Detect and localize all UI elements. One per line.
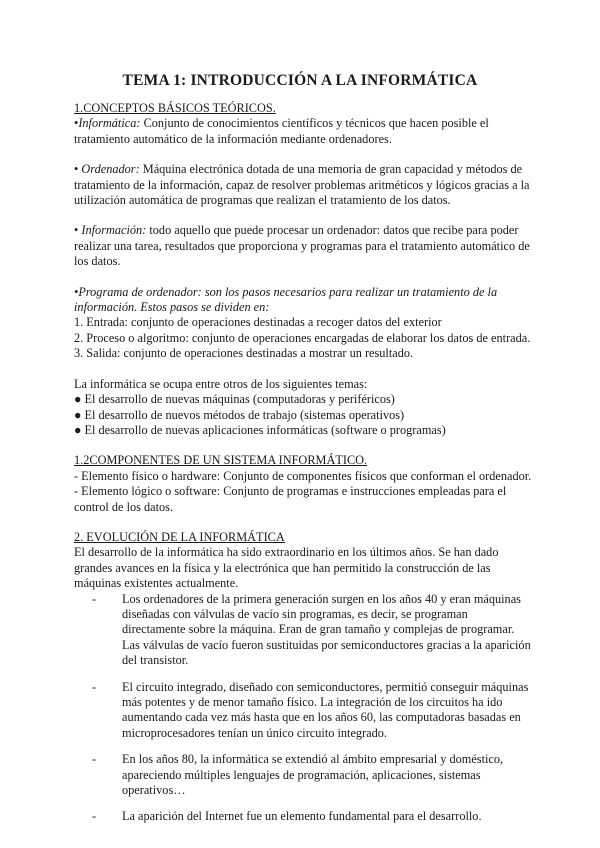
term-informacion: Información:	[81, 223, 147, 238]
dash-icon: -	[92, 752, 97, 767]
topic-item: ● El desarrollo de nuevos métodos de trabajo (sistemas operativos)	[74, 407, 405, 422]
definition-informatica: •Informática: Conjunto de conocimientos científicos y técnicos que hacen posible el tratamiento automático de la información mediante ordenadores.	[74, 116, 489, 146]
section-heading-componentes: 1.2COMPONENTES DE UN SISTEMA INFORMÁTICO.	[74, 453, 368, 468]
text-informacion: todo aquello que puede procesar un ordenador: datos que recibe para poder realizar una tarea, resultados que proporciona y programas para el tratamiento automático de los datos.	[74, 223, 530, 269]
bullet-icon: ●	[74, 422, 82, 437]
section-heading-conceptos: 1.CONCEPTOS BÁSICOS TEÓRICOS.	[74, 101, 276, 115]
bullet-icon: ●	[74, 407, 82, 422]
text-ordenador: Máquina electrónica dotada de una memoria de gran capacidad y métodos de tratamiento de la información, capaz de resolver problemas aritméticos y lógicos gracias a la utilización automática de programas que realizan el tratamiento de los datos.	[74, 162, 530, 208]
document-body	[74, 101, 534, 825]
text-informatica: Conjunto de conocimientos científicos y técnicos que hacen posible el tratamiento automático de la información mediante ordenadores.	[74, 116, 489, 146]
topic-item: ● El desarrollo de nuevas máquinas (computadoras y periféricos)	[74, 392, 395, 407]
term-programa: Programa de ordenador:	[78, 284, 202, 299]
component-item: - Elemento lógico o software: Conjunto de programas e instrucciones empleadas para el control de los datos.	[74, 484, 507, 514]
definition-informacion: • Información: todo aquello que puede procesar un ordenador: datos que recibe para poder realizar una tarea, resultados que proporciona y programas para el tratamiento automático de los datos.	[74, 223, 530, 269]
evolution-item: - El circuito integrado, diseñado con semiconductores, permitió conseguir máquinas más potentes y de menor tamaño físico. La integración de los circuitos ha ido aumentando cada vez más hasta que en los años 60, las computadoras basadas en microprocesadores tenían un único circuito integrado.	[92, 679, 529, 740]
topics-intro: La informática se ocupa entre otros de los siguientes temas:	[74, 376, 368, 391]
term-informatica: Informática:	[78, 116, 141, 131]
dash-icon: -	[92, 591, 97, 606]
page-title: TEMA 1: INTRODUCCIÓN A LA INFORMÁTICA	[122, 72, 478, 89]
definition-programa: •Programa de ordenador: son los pasos necesarios para realizar un tratamiento de la información. Estos pasos se dividen en:	[74, 284, 498, 315]
step-item: 2. Proceso o algoritmo: conjunto de operaciones encargadas de elaborar los datos de entrada.	[74, 330, 531, 345]
text-programa: son los pasos necesarios para realizar un tratamiento de la información. Estos pasos se dividen en:	[74, 284, 498, 315]
dash-icon: -	[92, 679, 97, 694]
bullet-icon: ●	[74, 392, 82, 407]
topic-item: ● El desarrollo de nuevas aplicaciones informáticas (software o programas)	[74, 422, 446, 437]
evolution-item: - Los ordenadores de la primera generación surgen en los años 40 y eran máquinas diseñadas con válvulas de vacío sin programas, es decir, se programan directamente sobre la máquina. Eran de gran tamaño y complejas de programar. Las válvulas de vacío fueron sustituidas por semiconductores gracias a la aparición del transistor.	[92, 591, 531, 668]
dash-icon: -	[92, 809, 97, 824]
evolution-item: - La aparición del Internet fue un elemento fundamental para el desarrollo.	[92, 809, 482, 824]
evolution-intro: El desarrollo de la informática ha sido extraordinario en los últimos años. Se han dado grandes avances en la física y la electrónica que han permitido la construcción de las máquinas existentes actualmente.	[74, 545, 499, 591]
component-item: - Elemento físico o hardware: Conjunto de componentes físicos que conforman el ordenador.	[74, 468, 532, 483]
definition-ordenador: • Ordenador: Máquina electrónica dotada de una memoria de gran capacidad y métodos de tratamiento de la información, capaz de resolver problemas aritméticos y lógicos gracias a la utilización automática de programas que realizan el tratamiento de los datos.	[74, 162, 530, 208]
section-heading-evolucion: 2. EVOLUCIÓN DE LA INFORMÁTICA	[74, 529, 285, 544]
evolution-item: - En los años 80, la informática se extendió al ámbito empresarial y doméstico, apareciendo múltiples lenguajes de programación, aplicaciones, sistemas operativos…	[92, 752, 504, 798]
step-item: 1. Entrada: conjunto de operaciones destinadas a recoger datos del exterior	[74, 315, 442, 330]
step-item: 3. Salida: conjunto de operaciones destinadas a mostrar un resultado.	[74, 346, 414, 361]
term-ordenador: Ordenador:	[81, 162, 140, 177]
